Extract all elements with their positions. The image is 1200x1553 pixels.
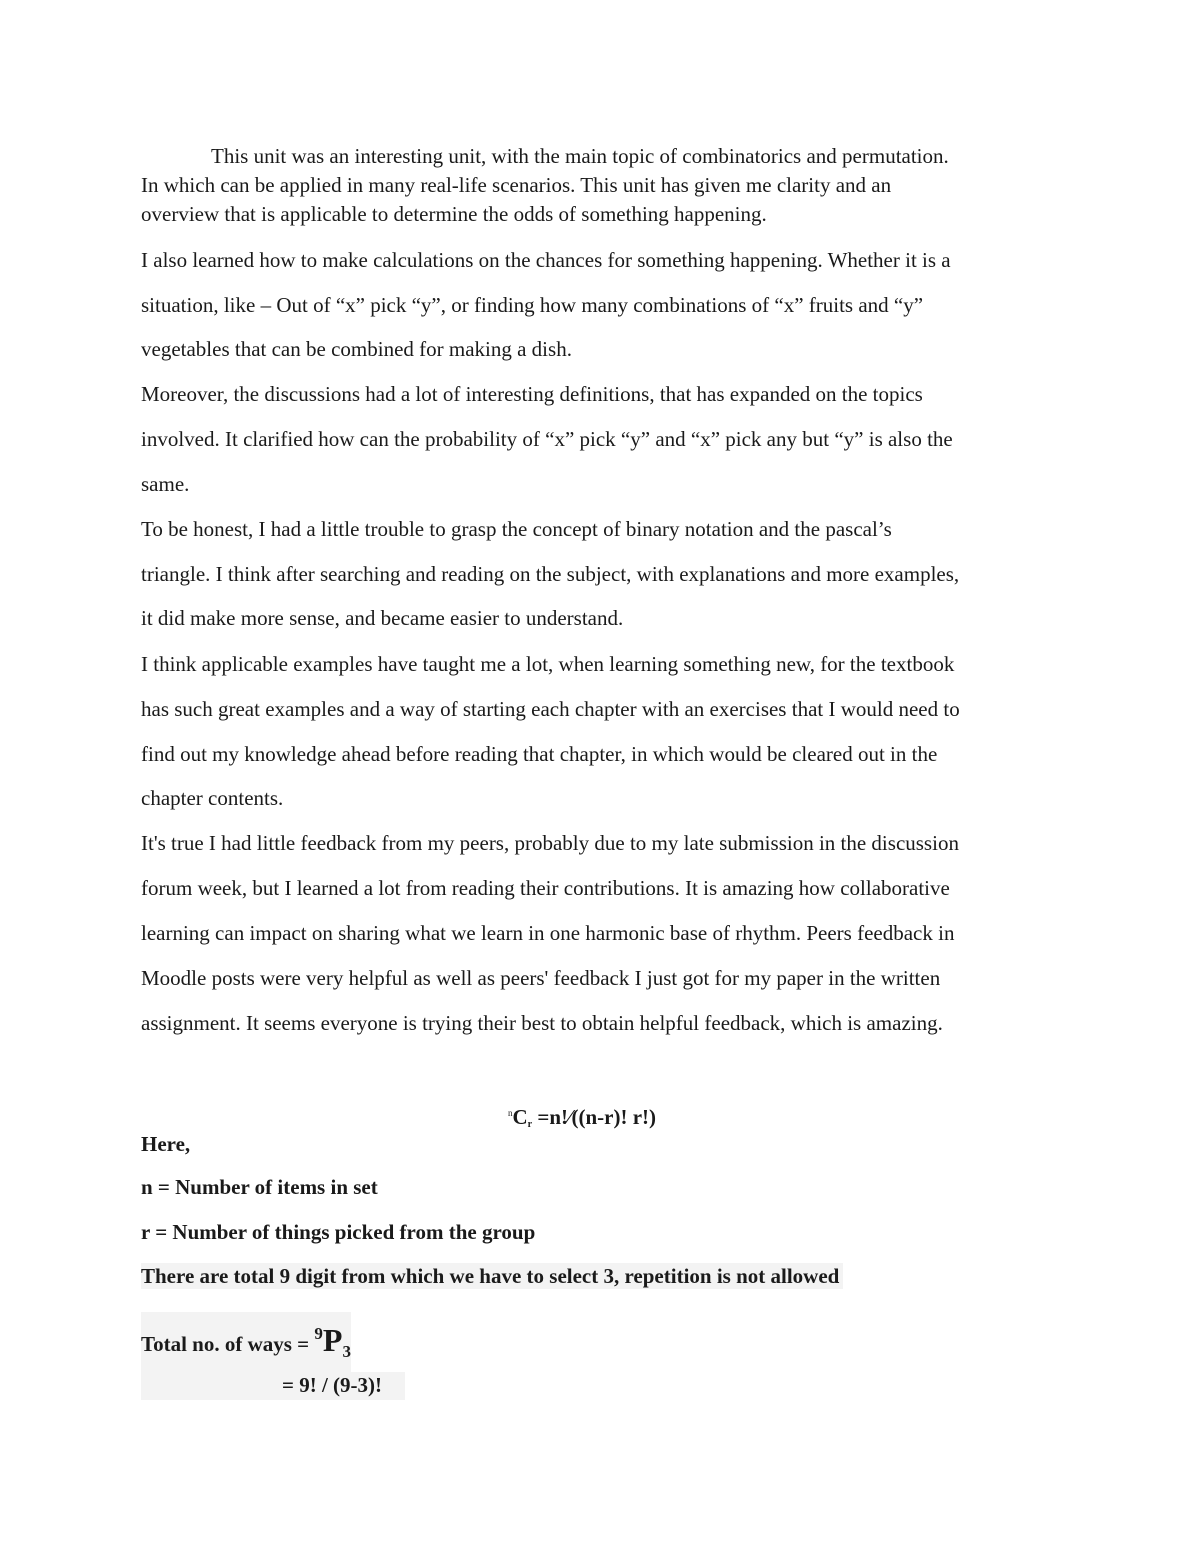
paragraph-1-line-3: overview that is applicable to determine the odds of something happening. (141, 202, 767, 226)
paragraph-5-line-4: chapter contents. (141, 786, 284, 810)
r-definition: r = Number of things picked from the group (141, 1220, 536, 1244)
n-definition: n = Number of items in set (141, 1175, 378, 1199)
total-ways-label: Total no. of ways = (141, 1332, 315, 1356)
permutation-step-line (141, 1372, 405, 1400)
paragraph-2-line-3: vegetables that can be combined for making a dish. (141, 337, 572, 361)
paragraph-4-line-1: To be honest, I had a little trouble to grasp the concept of binary notation and the pascal’s (141, 517, 892, 541)
paragraph-5-line-1: I think applicable examples have taught me a lot, when learning something new, for the textbook (141, 652, 955, 676)
paragraph-5-line-2: has such great examples and a way of starting each chapter with an exercises that I would need to (141, 697, 960, 721)
paragraph-3-line-1: Moreover, the discussions had a lot of interesting definitions, that has expanded on the topics (141, 382, 923, 406)
formula-subscript: r (527, 1119, 533, 1130)
paragraph-2-line-1: I also learned how to make calculations on the chances for something happening. Whether it is a (141, 248, 951, 272)
paragraph-1-line-1: This unit was an interesting unit, with the main topic of combinatorics and permutation. (211, 144, 949, 168)
paragraph-4-line-3: it did make more sense, and became easier to understand. (141, 606, 624, 630)
problem-statement: There are total 9 digit from which we have to select 3, repetition is not allowed (141, 1263, 843, 1289)
paragraph-6-line-3: learning can impact on sharing what we learn in one harmonic base of rhythm. Peers feedback in (141, 921, 955, 945)
paragraph-3-line-2: involved. It clarified how can the probability of “x” pick “y” and “x” pick any but “y” is also the (141, 427, 953, 451)
formula-rhs: =n!⁄((n-r)! r!) (532, 1105, 657, 1129)
paragraph-2-line-2: situation, like – Out of “x” pick “y”, or finding how many combinations of “x” fruits and “y” (141, 293, 924, 317)
paragraph-4-line-2: triangle. I think after searching and reading on the subject, with explanations and more examples, (141, 562, 960, 586)
paragraph-6-line-4: Moodle posts were very helpful as well as peers' feedback I just got for my paper in the written (141, 966, 941, 990)
permutation-subscript: 3 (342, 1342, 351, 1361)
permutation-symbol: P (322, 1322, 343, 1358)
paragraph-3-line-3: same. (141, 472, 190, 496)
paragraph-1-line-2: In which can be applied in many real-life scenarios. This unit has given me clarity and an (141, 173, 892, 197)
here-label: Here, (141, 1132, 191, 1156)
paragraph-6-line-5: assignment. It seems everyone is trying their best to obtain helpful feedback, which is amazing. (141, 1011, 943, 1035)
paragraph-6-line-2: forum week, but I learned a lot from reading their contributions. It is amazing how collaborative (141, 876, 950, 900)
permutation-step: = 9! / (9-3)! (282, 1373, 383, 1397)
paragraph-6-line-1: It's true I had little feedback from my peers, probably due to my late submission in the discussion (141, 831, 959, 855)
total-ways-line (141, 1312, 351, 1374)
permutation-superscript: 9 (314, 1324, 323, 1343)
combination-formula (508, 1100, 656, 1138)
formula-symbol: C (512, 1105, 528, 1129)
formula-superscript: n (508, 1108, 513, 1118)
paragraph-5-line-3: find out my knowledge ahead before reading that chapter, in which would be cleared out in the (141, 742, 938, 766)
